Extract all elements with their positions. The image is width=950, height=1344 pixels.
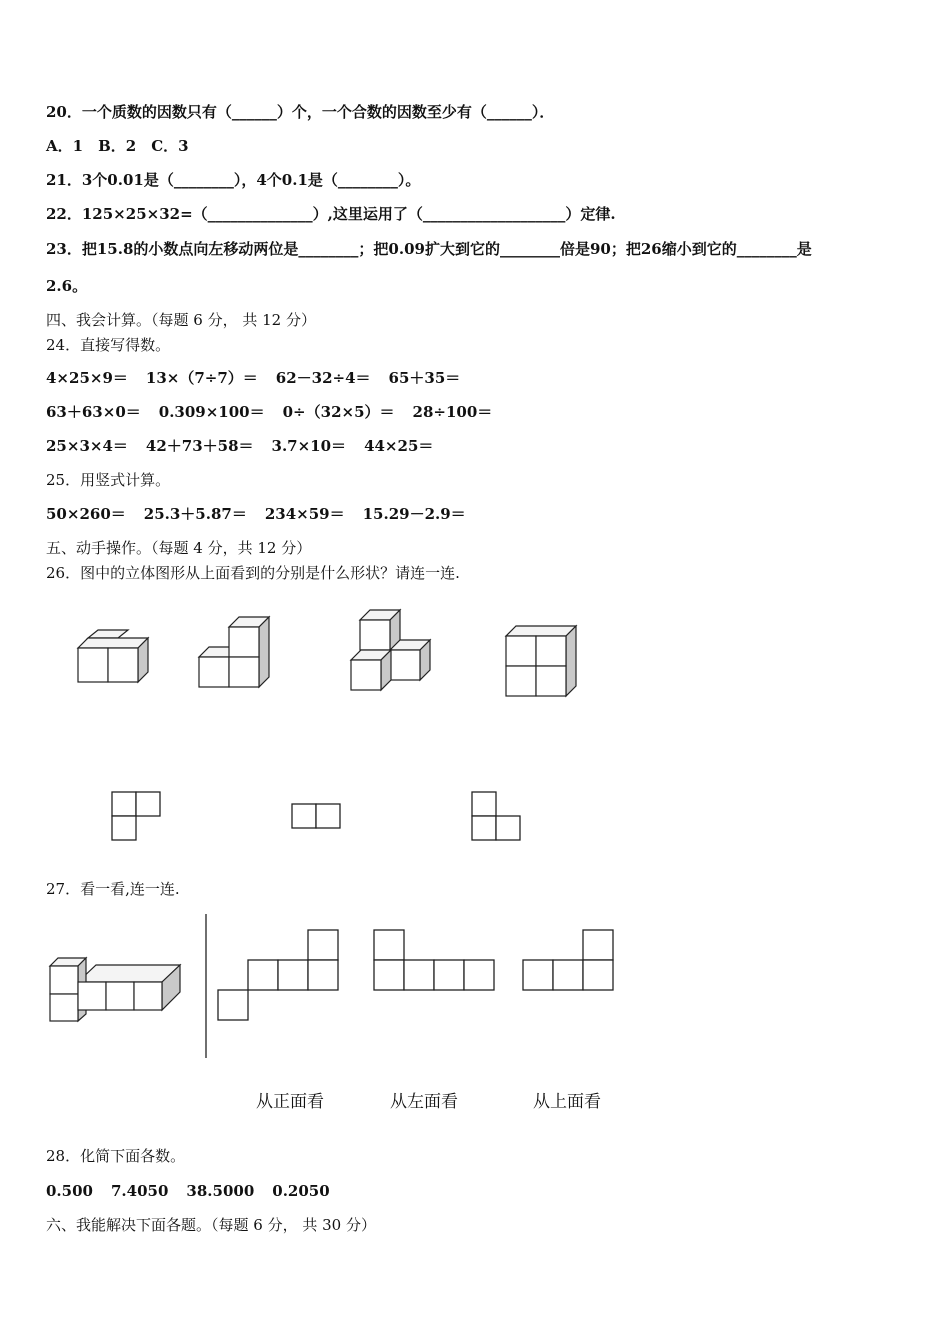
question-23-line2: 2.6。 [46,277,88,295]
view-shape-2 [372,928,497,993]
calc-item: 0.309×100＝ [158,403,265,421]
question-21: 21．3个0.01是（________），4个0.1是（________）。 [46,171,421,189]
divider-line [204,914,208,1060]
question-24-title: 24．直接写得数。 [46,336,171,354]
calc-item: 15.29－2.9＝ [362,505,466,523]
top-view-shape-1 [110,790,170,845]
view-shape-3 [521,928,616,993]
calc-item: 4×25×9＝ [46,369,128,387]
solid-figure-q27 [44,952,194,1027]
question-28-title: 28．化简下面各数。 [46,1147,186,1165]
section-4-title: 四、我会计算。（每题 6 分， 共 12 分） [46,311,316,329]
question-25-title: 25．用竖式计算。 [46,471,171,489]
section-5-title: 五、动手操作。（每题 4 分，共 12 分） [46,539,312,557]
calc-item: 50×260＝ [46,505,126,523]
question-24-row [46,402,510,422]
view-shape-1 [217,928,342,1023]
calc-item: 42＋73＋58＝ [145,437,254,455]
calc-item: 25×3×4＝ [46,437,128,455]
question-20: 20．一个质数的因数只有（______）个，一个合数的因数至少有（______）． [46,103,555,121]
solid-figure-3 [346,606,446,696]
calc-item: 65＋35＝ [388,369,461,387]
top-view-shape-2 [290,802,350,832]
solid-figure-2 [192,614,282,694]
caption-front-view: 从正面看 [256,1092,324,1112]
calc-item: 25.3＋5.87＝ [143,505,247,523]
top-view-shape-3 [470,790,530,845]
calc-item: 13×（7÷7）＝ [145,369,258,387]
calc-item: 28÷100＝ [412,403,493,421]
question-25-items [46,504,484,524]
caption-top-view: 从上面看 [533,1092,601,1112]
calc-item: 62－32÷4＝ [275,369,371,387]
solid-figure-4 [500,622,590,702]
number-item: 0.2050 [272,1182,330,1200]
number-item: 38.5000 [186,1182,255,1200]
calc-item: 234×59＝ [264,505,345,523]
question-24-row [46,368,478,388]
calc-item: 63＋63×0＝ [46,403,141,421]
solid-figure-1 [70,630,160,690]
question-24-row [46,436,451,456]
question-23-line1: 23．把15.8的小数点向左移动两位是________；把0.09扩大到它的________倍是90；把26缩小到它的________是 [46,240,812,258]
section-6-title: 六、我能解决下面各题。（每题 6 分， 共 30 分） [46,1216,376,1234]
calc-item: 44×25＝ [364,437,434,455]
caption-left-view: 从左面看 [390,1092,458,1112]
question-20-options: A．1 B．2 C．3 [46,137,189,155]
number-item: 7.4050 [110,1182,169,1200]
question-27-title: 27．看一看,连一连. [46,880,180,898]
number-item: 0.500 [46,1182,93,1200]
question-22: 22．125×25×32=（______________）,这里运用了（___________________）定律. [46,205,616,223]
calc-item: 0÷（32×5）＝ [282,403,395,421]
calc-item: 3.7×10＝ [271,437,347,455]
question-28-items [46,1181,348,1201]
question-26-title: 26．图中的立体图形从上面看到的分别是什么形状？请连一连. [46,564,460,582]
